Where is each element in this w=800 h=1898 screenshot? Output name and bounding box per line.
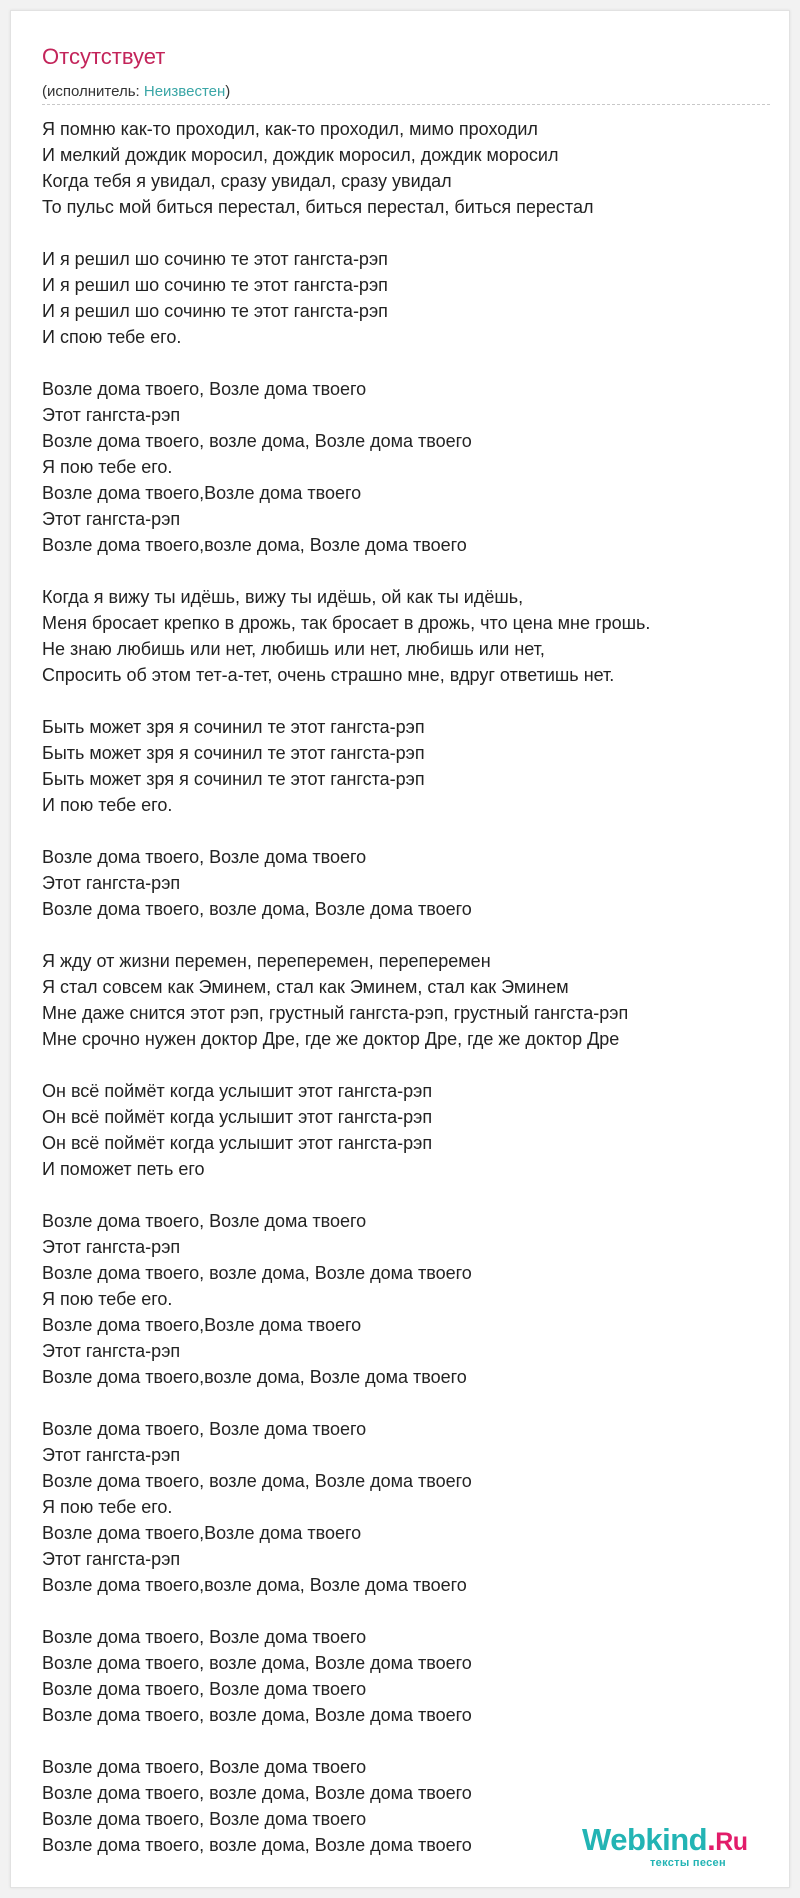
lyrics-card <box>10 10 790 1888</box>
performer-link[interactable]: Неизвестен <box>143 83 226 100</box>
dashed-divider <box>42 104 770 105</box>
webkind-logo[interactable] <box>582 1824 782 1874</box>
performer-suffix: ) <box>225 83 231 100</box>
song-title: Отсутствует <box>42 44 166 69</box>
logo-tld: Ru <box>715 1828 748 1856</box>
logo-tagline: тексты песен <box>650 1857 726 1869</box>
logo-word: Webkind <box>582 1822 708 1857</box>
performer-prefix: (исполнитель: <box>42 83 144 100</box>
performer-line <box>42 83 230 100</box>
logo-wordmark <box>582 1824 748 1855</box>
lyrics-text: Я помню как-то проходил, как-то проходил, мимо проходил И мелкий дождик моросил, дождик моросил, дождик моросил Когда тебя я увидал, сразу увидал, сразу увидал То пульс мой биться перестал, биться перестал, биться перестал И я решил шо сочиню те этот гангста-рэп И я решил шо сочиню те этот гангста-рэп И я решил шо сочиню те этот гангста-рэп И спою тебе его. Возле дома твоего, Возле дома твоего Этот гангста-рэп Возле дома твоего, возле дома, Возле дома твоего Я пою тебе его. Возле дома твоего,Возле дома твоего Этот гангста-рэп Возле дома твоего,возле дома, Возле дома твоего Когда я вижу ты идёшь, вижу ты идёшь, ой как ты идёшь, Меня бросает крепко в дрожь, так бросает в дрожь, что цена мне грошь. Не знаю любишь или нет, любишь или нет, любишь или нет, Спросить об этом тет-а-тет, очень страшно мне, вдруг ответишь нет. Быть может зря я сочинил те этот гангста-рэп Быть может зря я сочинил те этот гангста-рэп Быть может зря я сочинил те этот гангста-рэп И пою тебе его. Возле дома твоего, Возле дома твоего Этот гангста-рэп Возле дома твоего, возле дома, Возле дома твоего Я жду от жизни перемен, переперемен, переперемен Я стал совсем как Эминем, стал как Эминем, стал как Эминем Мне даже снится этот рэп, грустный гангста-рэп, грустный гангста-рэп Мне срочно нужен доктор Дре, где же доктор Дре, где же доктор Дре Он всё поймёт когда услышит этот гангста-рэп Он всё поймёт когда услышит этот гангста-рэп Он всё поймёт когда услышит этот гангста-рэп И поможет петь его Возле дома твоего, Возле дома твоего Этот гангста-рэп Возле дома твоего, возле дома, Возле дома твоего Я пою тебе его. Возле дома твоего,Возле дома твоего Этот гангста-рэп Возле дома твоего,возле дома, Возле дома твоего Возле дома твоего, Возле дома твоего Этот гангста-рэп Возле дома твоего, возле дома, Возле дома твоего Я пою тебе его. Возле дома твоего,Возле дома твоего Этот гангста-рэп Возле дома твоего,возле дома, Возле дома твоего Возле дома твоего, Возле дома твоего Возле дома твоего, возле дома, Возле дома твоего Возле дома твоего, Возле дома твоего Возле дома твоего, возле дома, Возле дома твоего Возле дома твоего, Возле дома твоего Возле дома твоего, возле дома, Возле дома твоего Возле дома твоего, Возле дома твоего Возле дома твоего, возле дома, Возле дома твоего <box>42 119 651 1855</box>
logo-dot: . <box>707 1822 716 1857</box>
